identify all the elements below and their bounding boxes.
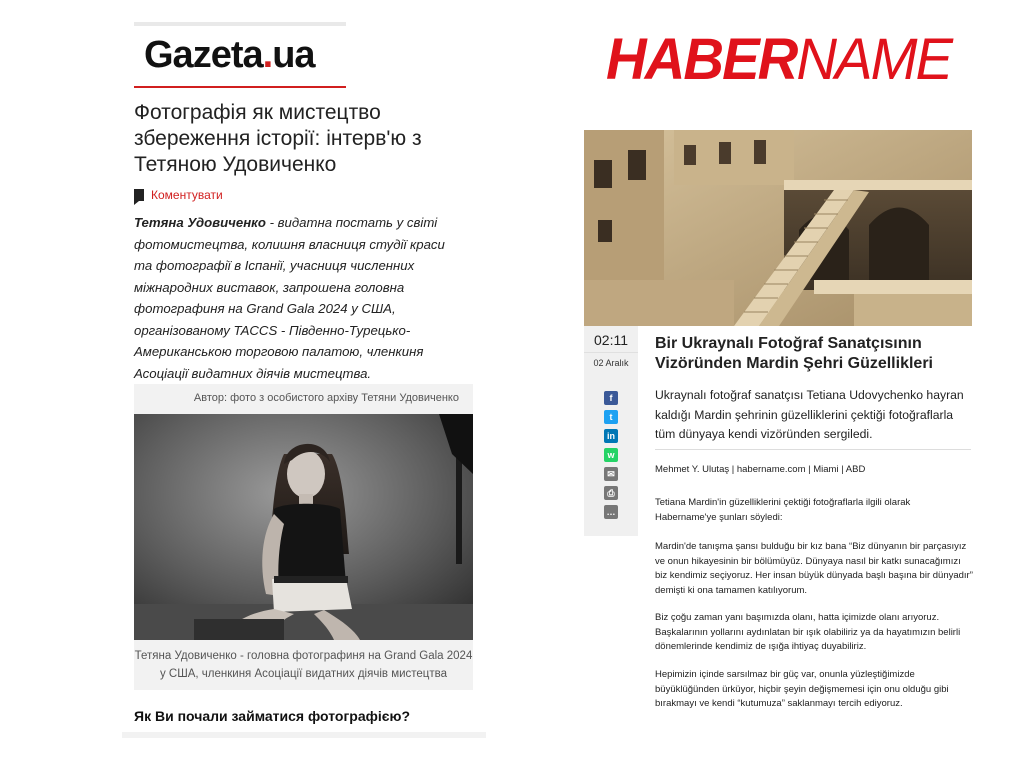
linkedin-icon[interactable]: in — [604, 429, 618, 443]
gazeta-logo[interactable]: Gazeta.ua — [144, 34, 315, 76]
top-divider — [134, 22, 346, 26]
photo-figure — [134, 384, 473, 690]
comment-icon[interactable]: … — [604, 505, 618, 519]
summary-divider — [655, 449, 971, 450]
comment-icon — [134, 189, 144, 201]
date-share-sidebar — [584, 326, 638, 536]
article-title: Фотографія як мистецтво збереження історії: інтерв'ю з Тетяною Удовиченко — [134, 101, 422, 176]
interview-question: Як Ви почали займатися фотографією? — [134, 708, 411, 724]
byline: Mehmet Y. Ulutaş | habername.com | Miami | ABD — [655, 464, 866, 475]
paragraph: Biz çoğu zaman yanı başımızda olanı, hatta içimizde olanı arıyoruz. Başkalarının yollarını aydınlatan bir ışık olabiliriz ya da hayatımızın belirli dönemlerinde kendimiz de ışığa ihtiyaç duyabiliriz. — [655, 612, 961, 652]
print-icon[interactable]: ⎙ — [604, 486, 618, 500]
portrait-photo — [134, 414, 473, 640]
logo-underline — [134, 86, 346, 88]
twitter-icon[interactable]: t — [604, 410, 618, 424]
facebook-icon[interactable]: f — [604, 391, 618, 405]
habername-summary: Ukraynalı fotoğraf sanatçısı Tetiana Udovychenko hayran kaldığı Mardin şehrinin güzelliklerini çektiği fotoğraflarla tüm dünyaya kendi vizöründen sergiledi. — [655, 388, 964, 441]
lead-name: Тетяна Удовиченко — [134, 215, 266, 230]
mardin-photo-image — [584, 130, 972, 326]
paragraph: Tetiana Mardin'in güzelliklerini çektiği fotoğraflarla ilgili olarak Habername'ye şunları söyledi: — [655, 497, 911, 523]
email-icon[interactable]: ✉ — [604, 467, 618, 481]
mardin-photo — [584, 130, 972, 326]
habername-logo[interactable]: HABERNAME — [606, 27, 952, 92]
publish-date: 02 Aralık — [593, 358, 629, 368]
habername-title: Bir Ukraynalı Fotoğraf Sanatçısının Vizöründen Mardin Şehri Güzellikleri — [655, 335, 933, 372]
gazeta-article — [122, 22, 486, 738]
photo-credit: Автор: фото з особистого архіву Тетяни Удовиченко — [193, 392, 459, 404]
photo-caption: Тетяна Удовиченко - головна фотографиня на Grand Gala 2024 у США, членкиня Асоціації видатних діячів мистецтва — [134, 650, 473, 680]
whatsapp-icon[interactable]: w — [604, 448, 618, 462]
comment-link[interactable] — [134, 188, 223, 202]
portrait-photo-image — [134, 414, 473, 640]
paragraph: Mardin'de tanışma şansı bulduğu bir kız bana “Biz dünyanın bir parçasıyız ve onun hikayesinin bir bölümüyüz. Dünyaya nasıl bir katkı sunacağımızı biz kendimiz seçiyoruz. Her insan büyük dünyada başlı başına bir dünyadır” demişti ki ona tamamen katılıyorum. — [655, 541, 973, 596]
publish-time: 02:11 — [594, 332, 628, 348]
lead-text: - видатна постать у світі фотомистецтва, колишня власниця студії краси та фотографії в Іспанії, учасниця численних міжнародних виставок, запрошена головна фотографиня на Grand Gala 2024 у США, організованому TACCS - Південно-Турецько-Американською торговою палатою, членкиня Асоціації видатних діячів мистецтва. — [134, 215, 445, 381]
bottom-band — [122, 732, 486, 738]
paragraph: Hepimizin içinde sarsılmaz bir güç var, onunla yüzleştiğimizde büyüklüğünden ürküyor, hiçbir şeyin değişmemesi için onu olduğu gibi bırakmayı ve kendi “kutumuza” saklanmayı tercih ediyoruz. — [655, 669, 949, 709]
article-lead — [134, 212, 454, 384]
sidebar-divider — [584, 352, 638, 353]
comment-label: Коментувати — [151, 188, 223, 202]
